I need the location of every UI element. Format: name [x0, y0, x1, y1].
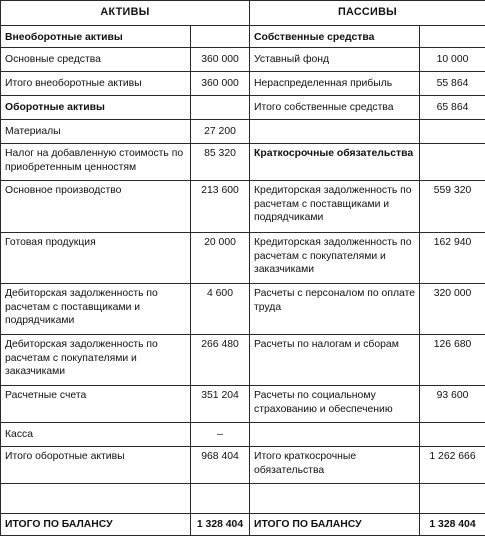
- asset-value: 351 204: [191, 386, 250, 423]
- liability-label: Итого краткосрочные обязательства: [250, 447, 420, 484]
- asset-label: Касса: [1, 423, 191, 447]
- liability-label: Итого собственные средства: [250, 96, 420, 120]
- asset-value: 4 600: [191, 284, 250, 335]
- liability-label: Расчеты по социальному страхованию и обеспечению: [250, 386, 420, 423]
- asset-value: 968 404: [191, 447, 250, 484]
- liability-label: Кредиторская задолженность по расчетам с поставщиками и подрядчиками: [250, 181, 420, 233]
- table-row: [1, 423, 485, 447]
- table-row: [1, 233, 485, 284]
- liability-value: [420, 423, 485, 447]
- table-row: [1, 96, 485, 120]
- asset-label: Дебиторская задолженность по расчетам с покупателями и заказчиками: [1, 335, 191, 386]
- table-row: [1, 386, 485, 423]
- liability-value: 126 680: [420, 335, 485, 386]
- assets-header: АКТИВЫ: [1, 1, 250, 26]
- asset-value: [191, 484, 250, 514]
- asset-label: Готовая продукция: [1, 233, 191, 284]
- asset-label: Итого оборотные активы: [1, 447, 191, 484]
- asset-label: Итого внеоборотные активы: [1, 72, 191, 96]
- table-row: [1, 120, 485, 144]
- asset-value: –: [191, 423, 250, 447]
- table-row: [1, 484, 485, 514]
- asset-value: 85 320: [191, 144, 250, 181]
- liability-label: Кредиторская задолженность по расчетам с покупателями и заказчиками: [250, 233, 420, 284]
- table-row: [1, 48, 485, 72]
- asset-label: [1, 484, 191, 514]
- asset-total-label: ИТОГО ПО БАЛАНСУ: [1, 514, 191, 536]
- asset-value: 360 000: [191, 72, 250, 96]
- liability-label: Краткосрочные обязательства: [250, 144, 420, 181]
- asset-label: Основные средства: [1, 48, 191, 72]
- liability-value: [420, 484, 485, 514]
- asset-total-value: 1 328 404: [191, 514, 250, 536]
- asset-label: Основное производство: [1, 181, 191, 233]
- table-row: [1, 72, 485, 96]
- liability-label: Уставный фонд: [250, 48, 420, 72]
- asset-value: 360 000: [191, 48, 250, 72]
- asset-label: Оборотные активы: [1, 96, 191, 120]
- asset-value: [191, 96, 250, 120]
- table-row: [1, 335, 485, 386]
- liability-label: [250, 484, 420, 514]
- asset-label: Дебиторская задолженность по расчетам с поставщиками и подрядчиками: [1, 284, 191, 335]
- liability-label: Расчеты с персоналом по оплате труда: [250, 284, 420, 335]
- asset-label: Расчетные счета: [1, 386, 191, 423]
- asset-value: 213 600: [191, 181, 250, 233]
- asset-value: 27 200: [191, 120, 250, 144]
- table-row: [1, 144, 485, 181]
- liability-value: 1 262 666: [420, 447, 485, 484]
- liabilities-header: ПАССИВЫ: [250, 1, 485, 26]
- liability-label: Нераспределенная прибыль: [250, 72, 420, 96]
- liability-value: 162 940: [420, 233, 485, 284]
- liability-value: 10 000: [420, 48, 485, 72]
- liability-total-label: ИТОГО ПО БАЛАНСУ: [250, 514, 420, 536]
- asset-label: Налог на добавленную стоимость по приобретенным ценностям: [1, 144, 191, 181]
- table-row: [1, 26, 485, 48]
- liability-label: Собственные средства: [250, 26, 420, 48]
- liability-value: 65 864: [420, 96, 485, 120]
- liability-value: [420, 120, 485, 144]
- liability-value: 55 864: [420, 72, 485, 96]
- asset-value: 266 480: [191, 335, 250, 386]
- asset-value: [191, 26, 250, 48]
- asset-label: Материалы: [1, 120, 191, 144]
- table-row: [1, 447, 485, 484]
- table-row: [1, 284, 485, 335]
- liability-value: [420, 144, 485, 181]
- liability-value: 93 600: [420, 386, 485, 423]
- total-row: [1, 514, 485, 536]
- liability-label: Расчеты по налогам и сборам: [250, 335, 420, 386]
- asset-value: 20 000: [191, 233, 250, 284]
- liability-value: 320 000: [420, 284, 485, 335]
- liability-value: 559 320: [420, 181, 485, 233]
- liability-total-value: 1 328 404: [420, 514, 485, 536]
- asset-label: Внеоборотные активы: [1, 26, 191, 48]
- liability-label: [250, 120, 420, 144]
- header-row: [1, 1, 485, 26]
- table-row: [1, 181, 485, 233]
- liability-label: [250, 423, 420, 447]
- liability-value: [420, 26, 485, 48]
